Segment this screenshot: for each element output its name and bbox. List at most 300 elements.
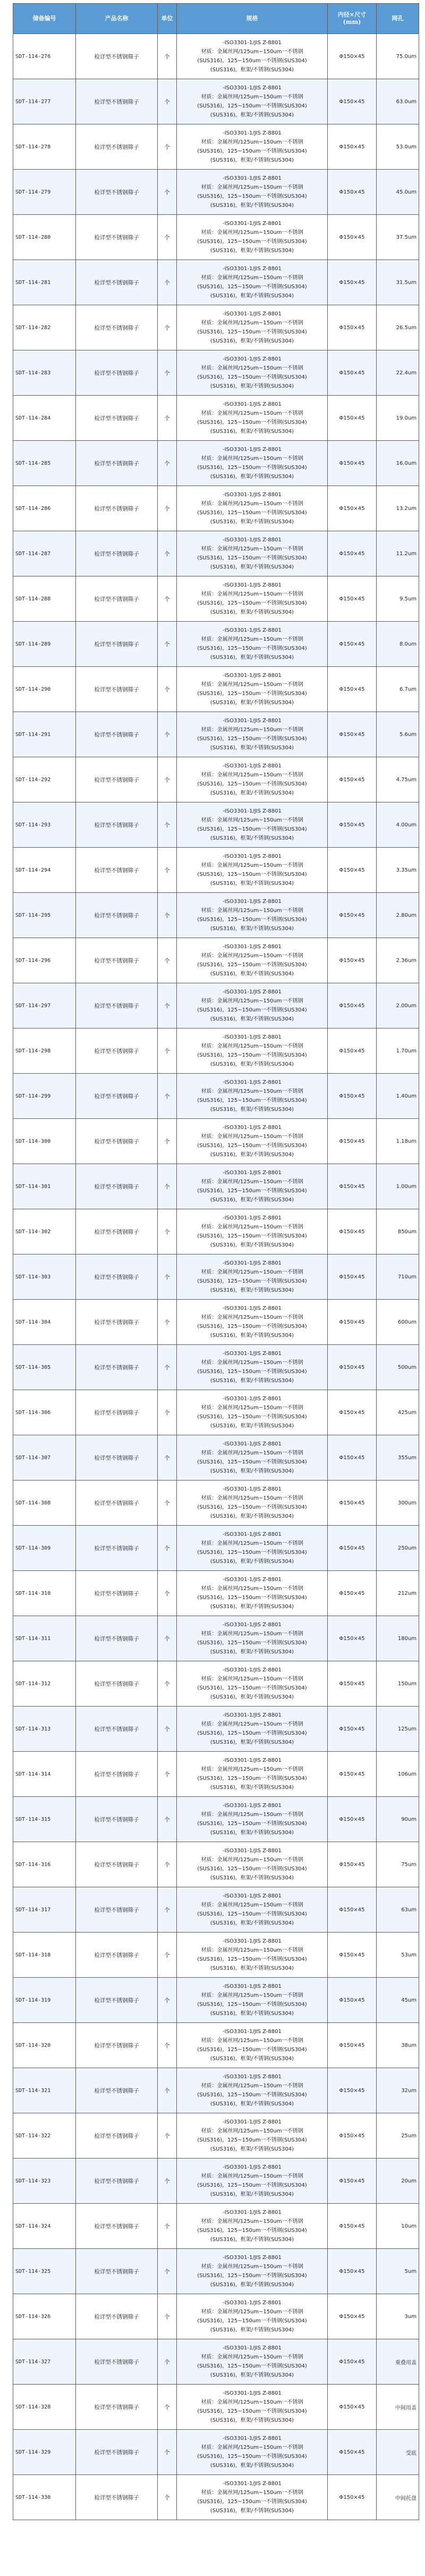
row-code: SDT-114-325 [13,2249,76,2294]
row-spec [177,2023,328,2068]
spec-line: -ISO3301-1/JIS Z-8801 [223,1577,282,1583]
spec-line: (SUS316)，125~150um一不锈钢(SUS304) [197,781,307,787]
spec-line: 材质：金属丝网/125um~150um一不锈钢 [201,1586,303,1592]
spec-line: (SUS316)，框架/不锈钢(SUS304) [210,293,294,299]
row-product-name: 检详型不锈钢筛子 [76,622,158,667]
spec-line: 材质：金属丝网/125um~150um一不锈钢 [201,682,303,688]
spec-line: (SUS316)，框架/不锈钢(SUS304) [210,1649,294,1655]
row-unit: 个 [158,1164,177,1209]
spec-line: (SUS316)，125~150um一不锈钢(SUS304) [197,2182,307,2188]
row-code: SDT-114-322 [13,2113,76,2159]
row-size: Φ150×45 [328,1797,377,1842]
spec-line: (SUS316)，框架/不锈钢(SUS304) [210,1333,294,1339]
spec-line: 材质：金属丝网/125um~150um一不锈钢 [201,2173,303,2179]
row-code: SDT-114-304 [13,1300,76,1345]
row-size: Φ150×45 [328,2249,377,2294]
spec-line: -ISO3301-1/JIS Z-8801 [223,266,282,272]
row-unit: 个 [158,667,177,712]
row-spec [177,1887,328,1933]
spec-line: 材质：金属丝网/125um~150um一不锈钢 [201,817,303,823]
row-product-name: 检详型不锈钢筛子 [76,1481,158,1526]
spec-line: 材质：金属丝网/125um~150um一不锈钢 [201,1450,303,1456]
spec-line: -ISO3301-1/JIS Z-8801 [223,85,282,91]
row-unit: 个 [158,305,177,350]
row-product-name: 检详型不锈钢筛子 [76,1616,158,1661]
row-size: Φ150×45 [328,396,377,441]
row-size: Φ150×45 [328,893,377,938]
row-code: SDT-114-328 [13,2385,76,2430]
row-unit: 个 [158,1119,177,1164]
row-spec [177,576,328,622]
row-code: SDT-114-307 [13,1435,76,1481]
table-row [13,2204,419,2249]
row-size: Φ150×45 [328,757,377,802]
spec-line: (SUS316)，125~150um一不锈钢(SUS304) [197,917,307,923]
row-size: Φ150×45 [328,622,377,667]
spec-line: 材质：金属丝网/125um~150um一不锈钢 [201,320,303,326]
table-row [13,1300,419,1345]
row-spec [177,667,328,712]
row-code: SDT-114-324 [13,2204,76,2249]
row-size: Φ150×45 [328,1164,377,1209]
row-mesh: 1.18um [377,1119,419,1164]
row-spec [177,1661,328,1707]
table-row [13,215,419,260]
row-code: SDT-114-288 [13,576,76,622]
spec-line: (SUS316)，125~150um一不锈钢(SUS304) [197,2273,307,2279]
row-unit: 个 [158,1933,177,1978]
spec-line: (SUS316)，框架/不锈钢(SUS304) [210,655,294,660]
spec-line: -ISO3301-1/JIS Z-8801 [223,718,282,724]
row-code: SDT-114-287 [13,531,76,576]
row-product-name: 检详型不锈钢筛子 [76,2475,158,2520]
row-spec [177,848,328,893]
spec-line: (SUS316)，框架/不锈钢(SUS304) [210,2146,294,2152]
spec-line: 材质：金属丝网/125um~150um一不锈钢 [201,772,303,778]
header-product-name: 产品名称 [76,4,158,34]
row-product-name: 检详型不锈钢筛子 [76,802,158,848]
row-mesh: 2.36um [377,938,419,983]
row-mesh: 5um [377,2249,419,2294]
row-mesh: 38um [377,2023,419,2068]
spec-line: (SUS316)，125~150um一不锈钢(SUS304) [197,284,307,290]
spec-line: (SUS316)，框架/不锈钢(SUS304) [210,1061,294,1067]
row-unit: 个 [158,757,177,802]
table-row [13,1887,419,1933]
row-code: SDT-114-278 [13,124,76,170]
spec-line: 材质：金属丝网/125um~150um一不锈钢 [201,1902,303,1908]
spec-line: -ISO3301-1/JIS Z-8801 [223,1441,282,1447]
row-mesh: 31.5um [377,260,419,305]
spec-line: (SUS316)，125~150um一不锈钢(SUS304) [197,2408,307,2414]
row-code: SDT-114-317 [13,1887,76,1933]
table-row [13,802,419,848]
row-size: Φ150×45 [328,1842,377,1887]
spec-line: (SUS316)，框架/不锈钢(SUS304) [210,157,294,163]
spec-line: (SUS316)，125~150um一不锈钢(SUS304) [197,2047,307,2053]
row-spec [177,2159,328,2204]
row-unit: 个 [158,215,177,260]
row-spec [177,1074,328,1119]
table-row [13,1209,419,1254]
spec-line: (SUS316)，125~150um一不锈钢(SUS304) [197,1052,307,1058]
table-row [13,1797,419,1842]
row-mesh: 355um [377,1435,419,1481]
table-row [13,2113,419,2159]
spec-line: (SUS316)，125~150um一不锈钢(SUS304) [197,1640,307,1646]
row-unit: 个 [158,893,177,938]
row-spec [177,2204,328,2249]
table-row [13,983,419,1028]
row-spec [177,1526,328,1571]
row-product-name: 检详型不锈钢筛子 [76,531,158,576]
row-unit: 个 [158,2339,177,2385]
row-product-name: 检详型不锈钢筛子 [76,1028,158,1074]
row-unit: 个 [158,260,177,305]
row-product-name: 检详型不锈钢筛子 [76,938,158,983]
table-row [13,2339,419,2385]
row-product-name: 检详型不锈钢筛子 [76,2113,158,2159]
spec-line: 材质：金属丝网/125um~150um一不锈钢 [201,1179,303,1185]
row-spec [177,305,328,350]
row-mesh: 20um [377,2159,419,2204]
row-spec [177,938,328,983]
spec-line: 材质：金属丝网/125um~150um一不锈钢 [201,94,303,100]
row-unit: 个 [158,1571,177,1616]
row-unit: 个 [158,712,177,757]
row-code: SDT-114-309 [13,1526,76,1571]
row-size: Φ150×45 [328,1481,377,1526]
spec-line: (SUS316)，125~150um一不锈钢(SUS304) [197,194,307,199]
row-code: SDT-114-289 [13,622,76,667]
row-unit: 个 [158,170,177,215]
row-spec [177,1707,328,1752]
spec-line: (SUS316)，125~150um一不锈钢(SUS304) [197,1685,307,1691]
spec-line: 材质：金属丝网/125um~150um一不锈钢 [201,1767,303,1772]
row-spec [177,1028,328,1074]
row-mesh: 2.00um [377,983,419,1028]
row-unit: 个 [158,1028,177,1074]
row-mesh: 重叠用盖 [377,2339,419,2385]
spec-line: (SUS316)，125~150um一不锈钢(SUS304) [197,1504,307,1510]
row-size: Φ150×45 [328,1571,377,1616]
table-row [13,34,419,79]
row-unit: 个 [158,1797,177,1842]
row-spec [177,1616,328,1661]
row-size: Φ150×45 [328,305,377,350]
row-unit: 个 [158,1074,177,1119]
row-size: Φ150×45 [328,2159,377,2204]
row-code: SDT-114-286 [13,486,76,531]
spec-line: (SUS316)，125~150um一不锈钢(SUS304) [197,1233,307,1239]
row-mesh: 8.0um [377,622,419,667]
row-spec [177,1119,328,1164]
spec-line: -ISO3301-1/JIS Z-8801 [223,1080,282,1085]
spec-line: 材质：金属丝网/125um~150um一不锈钢 [201,637,303,642]
spec-line: (SUS316)，框架/不锈钢(SUS304) [210,1016,294,1022]
row-spec [177,2249,328,2294]
table-row [13,2430,419,2475]
row-unit: 个 [158,1842,177,1887]
row-product-name: 检详型不锈钢筛子 [76,1074,158,1119]
table-row [13,848,419,893]
spec-line: (SUS316)，框架/不锈钢(SUS304) [210,1197,294,1203]
row-product-name: 检详型不锈钢筛子 [76,1164,158,1209]
spec-line: 材质：金属丝网/125um~150um一不锈钢 [201,1721,303,1727]
table-row [13,1254,419,1300]
spec-line: (SUS316)，125~150um一不锈钢(SUS304) [197,1188,307,1194]
spec-line: 材质：金属丝网/125um~150um一不锈钢 [201,2128,303,2134]
spec-line: (SUS316)，框架/不锈钢(SUS304) [210,1694,294,1700]
row-product-name: 检详型不锈钢筛子 [76,893,158,938]
row-mesh: 250um [377,1526,419,1571]
spec-line: -ISO3301-1/JIS Z-8801 [223,492,282,498]
spec-line: -ISO3301-1/JIS Z-8801 [223,582,282,588]
spec-line: 材质：金属丝网/125um~150um一不锈钢 [201,2354,303,2360]
spec-line: -ISO3301-1/JIS Z-8801 [223,402,282,407]
spec-line: -ISO3301-1/JIS Z-8801 [223,628,282,633]
row-size: Φ150×45 [328,1119,377,1164]
row-unit: 个 [158,2475,177,2520]
spec-line: (SUS316)，框架/不锈钢(SUS304) [210,926,294,932]
spec-line: (SUS316)，125~150um一不锈钢(SUS304) [197,2002,307,2008]
row-mesh: 53um [377,1933,419,1978]
row-code: SDT-114-294 [13,848,76,893]
spec-line: 材质：金属丝网/125um~150um一不锈钢 [201,1405,303,1411]
row-mesh: 3um [377,2294,419,2339]
spec-line: -ISO3301-1/JIS Z-8801 [223,1260,282,1266]
table-row [13,576,419,622]
row-mesh: 11.2um [377,531,419,576]
spec-line: 材质：金属丝网/125um~150um一不锈钢 [201,998,303,1004]
spec-line: (SUS316)，框架/不锈钢(SUS304) [210,1785,294,1791]
row-spec [177,2068,328,2113]
table-row [13,1481,419,1526]
table-row [13,124,419,170]
row-mesh: 75.0um [377,34,419,79]
row-unit: 个 [158,2294,177,2339]
row-mesh: 中间托盘 [377,2475,419,2520]
row-mesh: 710um [377,1254,419,1300]
spec-line: 材质：金属丝网/125um~150um一不锈钢 [201,1676,303,1682]
header-spec: 规格 [177,4,328,34]
row-product-name: 检详型不锈钢筛子 [76,2339,158,2385]
row-product-name: 检详型不锈钢筛子 [76,1887,158,1933]
row-mesh: 1.70um [377,1028,419,1074]
spec-line: 材质：金属丝网/125um~150um一不锈钢 [201,2219,303,2224]
row-mesh: 中间用盖 [377,2385,419,2430]
spec-line: -ISO3301-1/JIS Z-8801 [223,356,282,362]
row-code: SDT-114-311 [13,1616,76,1661]
row-product-name: 检详型不锈钢筛子 [76,1797,158,1842]
row-spec [177,486,328,531]
row-size: Φ150×45 [328,983,377,1028]
spec-line: 材质：金属丝网/125um~150um一不锈钢 [201,727,303,733]
spec-line: (SUS316)，125~150um一不锈钢(SUS304) [197,2137,307,2143]
spec-line: (SUS316)，框架/不锈钢(SUS304) [210,1604,294,1610]
spec-line: (SUS316)，125~150um一不锈钢(SUS304) [197,2092,307,2098]
spec-line: (SUS316)，125~150um一不锈钢(SUS304) [197,600,307,606]
row-unit: 个 [158,2113,177,2159]
row-product-name: 检详型不锈钢筛子 [76,2385,158,2430]
spec-line: (SUS316)，125~150um一不锈钢(SUS304) [197,1143,307,1149]
row-mesh: 3.35um [377,848,419,893]
spec-line: (SUS316)，框架/不锈钢(SUS304) [210,1242,294,1248]
spec-line: (SUS316)，框架/不锈钢(SUS304) [210,1875,294,1881]
spec-line: (SUS316)，框架/不锈钢(SUS304) [210,383,294,389]
row-code: SDT-114-318 [13,1933,76,1978]
row-spec [177,2339,328,2385]
row-mesh: 600um [377,1300,419,1345]
spec-line: -ISO3301-1/JIS Z-8801 [223,2390,282,2396]
table-row [13,938,419,983]
spec-line: -ISO3301-1/JIS Z-8801 [223,2300,282,2306]
row-mesh: 22.4um [377,350,419,396]
row-code: SDT-114-327 [13,2339,76,2385]
row-mesh: 180um [377,1616,419,1661]
spec-line: -ISO3301-1/JIS Z-8801 [223,2029,282,2035]
row-unit: 个 [158,79,177,124]
row-code: SDT-114-297 [13,983,76,1028]
row-mesh: 6.7um [377,667,419,712]
spec-line: (SUS316)，框架/不锈钢(SUS304) [210,835,294,841]
row-mesh: 125um [377,1707,419,1752]
row-unit: 个 [158,622,177,667]
row-mesh: 500um [377,1345,419,1390]
row-product-name: 检详型不锈钢筛子 [76,1842,158,1887]
row-unit: 个 [158,576,177,622]
row-spec [177,1481,328,1526]
row-size: Φ150×45 [328,124,377,170]
spec-line: 材质：金属丝网/125um~150um一不锈钢 [201,456,303,462]
row-spec [177,802,328,848]
row-spec [177,124,328,170]
spec-line: -ISO3301-1/JIS Z-8801 [223,1803,282,1809]
row-unit: 个 [158,2249,177,2294]
row-mesh: 13.2um [377,486,419,531]
row-size: Φ150×45 [328,1526,377,1571]
row-product-name: 检详型不锈钢筛子 [76,1526,158,1571]
spec-line: -ISO3301-1/JIS Z-8801 [223,311,282,317]
spec-line: (SUS316)，125~150um一不锈钢(SUS304) [197,872,307,877]
row-spec [177,2430,328,2475]
row-product-name: 检详型不锈钢筛子 [76,2068,158,2113]
spec-line: (SUS316)，125~150um一不锈钢(SUS304) [197,2228,307,2234]
table-row [13,1752,419,1797]
row-unit: 个 [158,1752,177,1797]
spec-line: (SUS316)，框架/不锈钢(SUS304) [210,2282,294,2288]
table-row [13,441,419,486]
row-product-name: 检详型不锈钢筛子 [76,1254,158,1300]
row-unit: 个 [158,396,177,441]
row-product-name: 检详型不锈钢筛子 [76,2023,158,2068]
row-product-name: 检详型不锈钢筛子 [76,667,158,712]
header-unit: 单位 [158,4,177,34]
row-code: SDT-114-292 [13,757,76,802]
spec-line: -ISO3301-1/JIS Z-8801 [223,1396,282,1402]
table-row [13,2068,419,2113]
table-row [13,2159,419,2204]
spec-line: -ISO3301-1/JIS Z-8801 [223,1125,282,1131]
row-product-name: 检详型不锈钢筛子 [76,2159,158,2204]
spec-line: (SUS316)，框架/不锈钢(SUS304) [210,519,294,525]
spec-line: 材质：金属丝网/125um~150um一不锈钢 [201,1360,303,1366]
spec-line: 材质：金属丝网/125um~150um一不锈钢 [201,185,303,190]
spec-line: (SUS316)，框架/不锈钢(SUS304) [210,609,294,615]
table-row [13,305,419,350]
row-mesh: 212um [377,1571,419,1616]
spec-line: 材质：金属丝网/125um~150um一不锈钢 [201,2399,303,2405]
row-mesh: 1.40um [377,1074,419,1119]
spec-line: 材质：金属丝网/125um~150um一不锈钢 [201,365,303,371]
row-code: SDT-114-276 [13,34,76,79]
spec-line: (SUS316)，框架/不锈钢(SUS304) [210,2372,294,2378]
spec-line: (SUS316)，125~150um一不锈钢(SUS304) [197,1911,307,1917]
row-product-name: 检详型不锈钢筛子 [76,1978,158,2023]
row-mesh: 19.0um [377,396,419,441]
spec-line: (SUS316)，125~150um一不锈钢(SUS304) [197,510,307,516]
spec-line: 材质：金属丝网/125um~150um一不锈钢 [201,2264,303,2270]
spec-line: -ISO3301-1/JIS Z-8801 [223,2255,282,2261]
row-size: Φ150×45 [328,1254,377,1300]
row-size: Φ150×45 [328,1435,377,1481]
row-code: SDT-114-319 [13,1978,76,2023]
spec-line: (SUS316)，框架/不锈钢(SUS304) [210,67,294,73]
row-size: Φ150×45 [328,1390,377,1435]
spec-line: -ISO3301-1/JIS Z-8801 [223,1984,282,1989]
row-mesh: 10um [377,2204,419,2249]
row-unit: 个 [158,486,177,531]
row-size: Φ150×45 [328,2385,377,2430]
spec-line: (SUS316)，框架/不锈钢(SUS304) [210,1468,294,1474]
row-code: SDT-114-301 [13,1164,76,1209]
spec-line: -ISO3301-1/JIS Z-8801 [223,537,282,543]
table-row [13,2249,419,2294]
row-mesh: 受底 [377,2430,419,2475]
spec-line: (SUS316)，125~150um一不锈钢(SUS304) [197,420,307,425]
row-product-name: 检详型不锈钢筛子 [76,2430,158,2475]
row-product-name: 检详型不锈钢筛子 [76,2249,158,2294]
row-spec [177,1752,328,1797]
row-code: SDT-114-290 [13,667,76,712]
table-row [13,350,419,396]
spec-line: (SUS316)，框架/不锈钢(SUS304) [210,971,294,977]
row-mesh: 90um [377,1797,419,1842]
row-mesh: 4.00um [377,802,419,848]
spec-line: (SUS316)，框架/不锈钢(SUS304) [210,2418,294,2423]
spec-line: (SUS316)，框架/不锈钢(SUS304) [210,1423,294,1429]
row-size: Φ150×45 [328,1616,377,1661]
table-row [13,1526,419,1571]
row-spec [177,260,328,305]
row-product-name: 检详型不锈钢筛子 [76,260,158,305]
row-code: SDT-114-277 [13,79,76,124]
row-product-name: 检详型不锈钢筛子 [76,486,158,531]
table-row [13,1842,419,1887]
spec-line: (SUS316)，125~150um一不锈钢(SUS304) [197,555,307,561]
spec-line: -ISO3301-1/JIS Z-8801 [223,944,282,950]
row-size: Φ150×45 [328,2068,377,2113]
row-size: Φ150×45 [328,576,377,622]
spec-line: (SUS316)，框架/不锈钢(SUS304) [210,1513,294,1519]
row-unit: 个 [158,1345,177,1390]
row-mesh: 4.75um [377,757,419,802]
row-mesh: 5.6um [377,712,419,757]
row-product-name: 检详型不锈钢筛子 [76,124,158,170]
spec-line: 材质：金属丝网/125um~150um一不锈钢 [201,953,303,959]
spec-line: 材质：金属丝网/125um~150um一不锈钢 [201,863,303,868]
row-code: SDT-114-321 [13,2068,76,2113]
